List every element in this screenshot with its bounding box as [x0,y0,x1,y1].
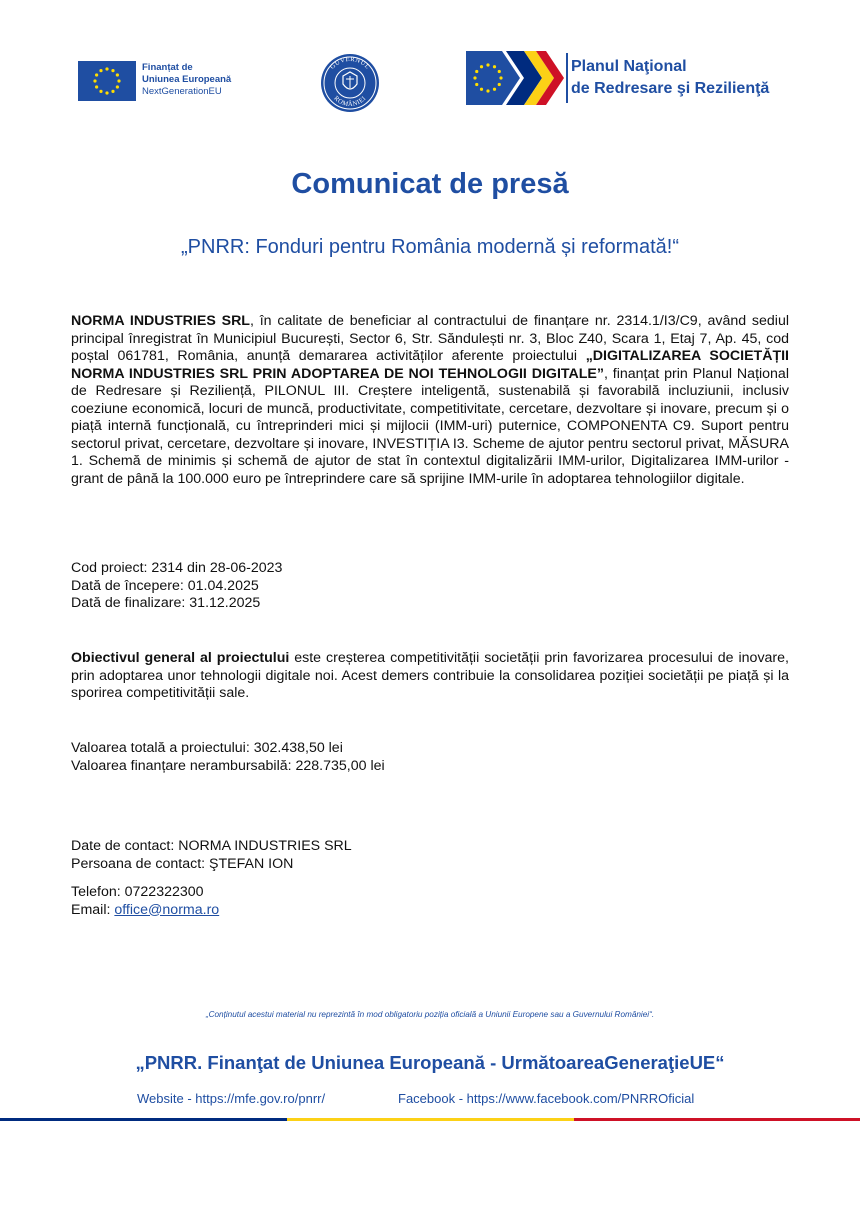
facebook-link[interactable]: Facebook - https://www.facebook.com/PNRROficial [398,1091,695,1106]
objective-paragraph [71,650,789,703]
eu-line2: Uniunea Europeană [142,74,232,85]
page-subtitle: „PNRR: Fonduri pentru România modernă și reformată!“ [181,236,679,258]
eu-star [473,76,476,79]
project-end-date: Dată de finalizare: 31.12.2025 [71,595,261,611]
company-name: NORMA INDUSTRIES SRL [71,313,250,329]
eu-star [480,65,483,68]
pnrr-line1: Planul Naţional [571,58,687,75]
grant-value: Valoarea finanțare nerambursabilă: 228.735,00 lei [71,757,385,774]
objective-text: este creșterea competitivității societății prin favorizarea procesului de inovare, prin adoptarea unor tehnologii digitale noi. Acest demers contribuie la consolidarea poziției societății pe piață și la sporirea competitivității sale. [71,650,789,701]
footer-bar-yellow [287,1118,574,1121]
project-code: Cod proiect: 2314 din 28-06-2023 [71,560,283,576]
eu-star [480,88,483,91]
contact-info [71,838,789,873]
eu-line3: NextGenerationEU [142,86,222,97]
eu-stars-icon [78,61,136,101]
footer-color-bar [0,1118,860,1121]
pnrr-separator [566,53,568,103]
objective-label: Obiectivul general al proiectului [71,650,290,666]
eu-flag-logo [78,61,136,101]
eu-line1: Finanțat de [142,62,193,73]
intro-text-b: , finanțat prin Planul Național de Redresare și Reziliență, PILONUL III. Creștere inteligentă, sustenabilă și favorabilă incluziunii, inclusiv coeziune economică, locuri de muncă, productivitate, competitivitate, cercetare, dezvoltare și inovare, precum și o piață internă funcțională, cu întreprinderi mici și mijlocii (IMM-uri) puternice, COMPONENTA C9. Suport pentru sectorul privat, cercetare, dezvoltare și inovare, INVESTIȚIA I3. Scheme de ajutor pentru sectorul privat, MĂSURA 1. Schemă de minimis și schemă de ajutor de stat în contextul digitalizării IMM-urilor, Digitalizarea IMM-urilor - grant de până la 100.000 euro pe întreprindere care să sprijine IMM-urile în adoptarea tehnologiilor digitale. [71,365,789,487]
eu-star [99,69,102,72]
eu-star [99,90,102,93]
seal-text: GUVERNUL [328,55,372,71]
project-start-date: Dată de începere: 01.04.2025 [71,577,259,594]
eu-star [95,73,98,76]
pnrr-line2: de Redresare şi Rezilienţă [571,80,770,97]
eu-star [116,73,119,76]
contact-phone: Telefon: 0722322300 [71,884,204,900]
contact-details [71,884,789,919]
eu-star [105,91,108,94]
website-link[interactable]: Website - https://mfe.gov.ro/pnrr/ [137,1091,326,1106]
eu-star [105,67,108,70]
eu-star [116,85,119,88]
eu-star [475,83,478,86]
footer-bar-blue [0,1118,287,1121]
eu-star [493,88,496,91]
total-value: Valoarea totală a proiectului: 302.438,50 lei [71,740,343,756]
footer-slogan: „PNRR. Finanţat de Uniunea Europeană - UrmătoareaGeneraţieUE“ [135,1052,725,1073]
eu-star [493,65,496,68]
eu-star [93,79,96,82]
eu-star [498,70,501,73]
project-title: „DIGITALIZAREA SOCIETĂȚII NORMA INDUSTRIES SRL PRIN ADOPTAREA DE NOI TEHNOLOGII DIGITALE” [71,348,789,382]
pnrr-logo [466,51,564,105]
project-info [71,560,789,613]
email-label: Email: [71,901,115,918]
contact-email-row [71,902,789,920]
eu-star [486,89,489,92]
eu-star [111,69,114,72]
contact-person: Persoana de contact: ŞTEFAN ION [71,855,294,872]
contact-company: Date de contact: NORMA INDUSTRIES SRL [71,838,352,854]
svg-text:ROMÂNIEI: ROMÂNIEI [332,94,368,109]
eu-star [486,63,489,66]
intro-text-a: , în calitate de beneficiar al contractului de finanțare nr. 2314.1/I3/C9, având sediul principal înregistrat în Municipiul București, Sector 6, Str. Săndulești nr. 3, Bloc Z40, Scara 1, Etaj 7, Ap. 45, cod poștal 061781, România, anunță demararea activităților aferente proiectului [71,313,789,364]
project-values [71,740,789,775]
eu-star [111,90,114,93]
eu-star [95,85,98,88]
government-seal-logo [319,52,381,114]
eu-star [498,83,501,86]
pnrr-logo-text [571,56,769,100]
eu-star [499,76,502,79]
eu-star [117,79,120,82]
disclaimer-text: „Conținutul acestui material nu reprezintă în mod obligatoriu poziția oficială a Uniunii Europene sau a Guvernului României“. [205,1010,655,1019]
eu-star [475,70,478,73]
footer-bar-red [574,1118,860,1121]
page-title: Comunicat de presă [291,168,569,200]
email-link[interactable]: office@norma.ro [114,901,220,918]
eu-funding-label [142,62,231,98]
intro-paragraph [71,313,789,488]
